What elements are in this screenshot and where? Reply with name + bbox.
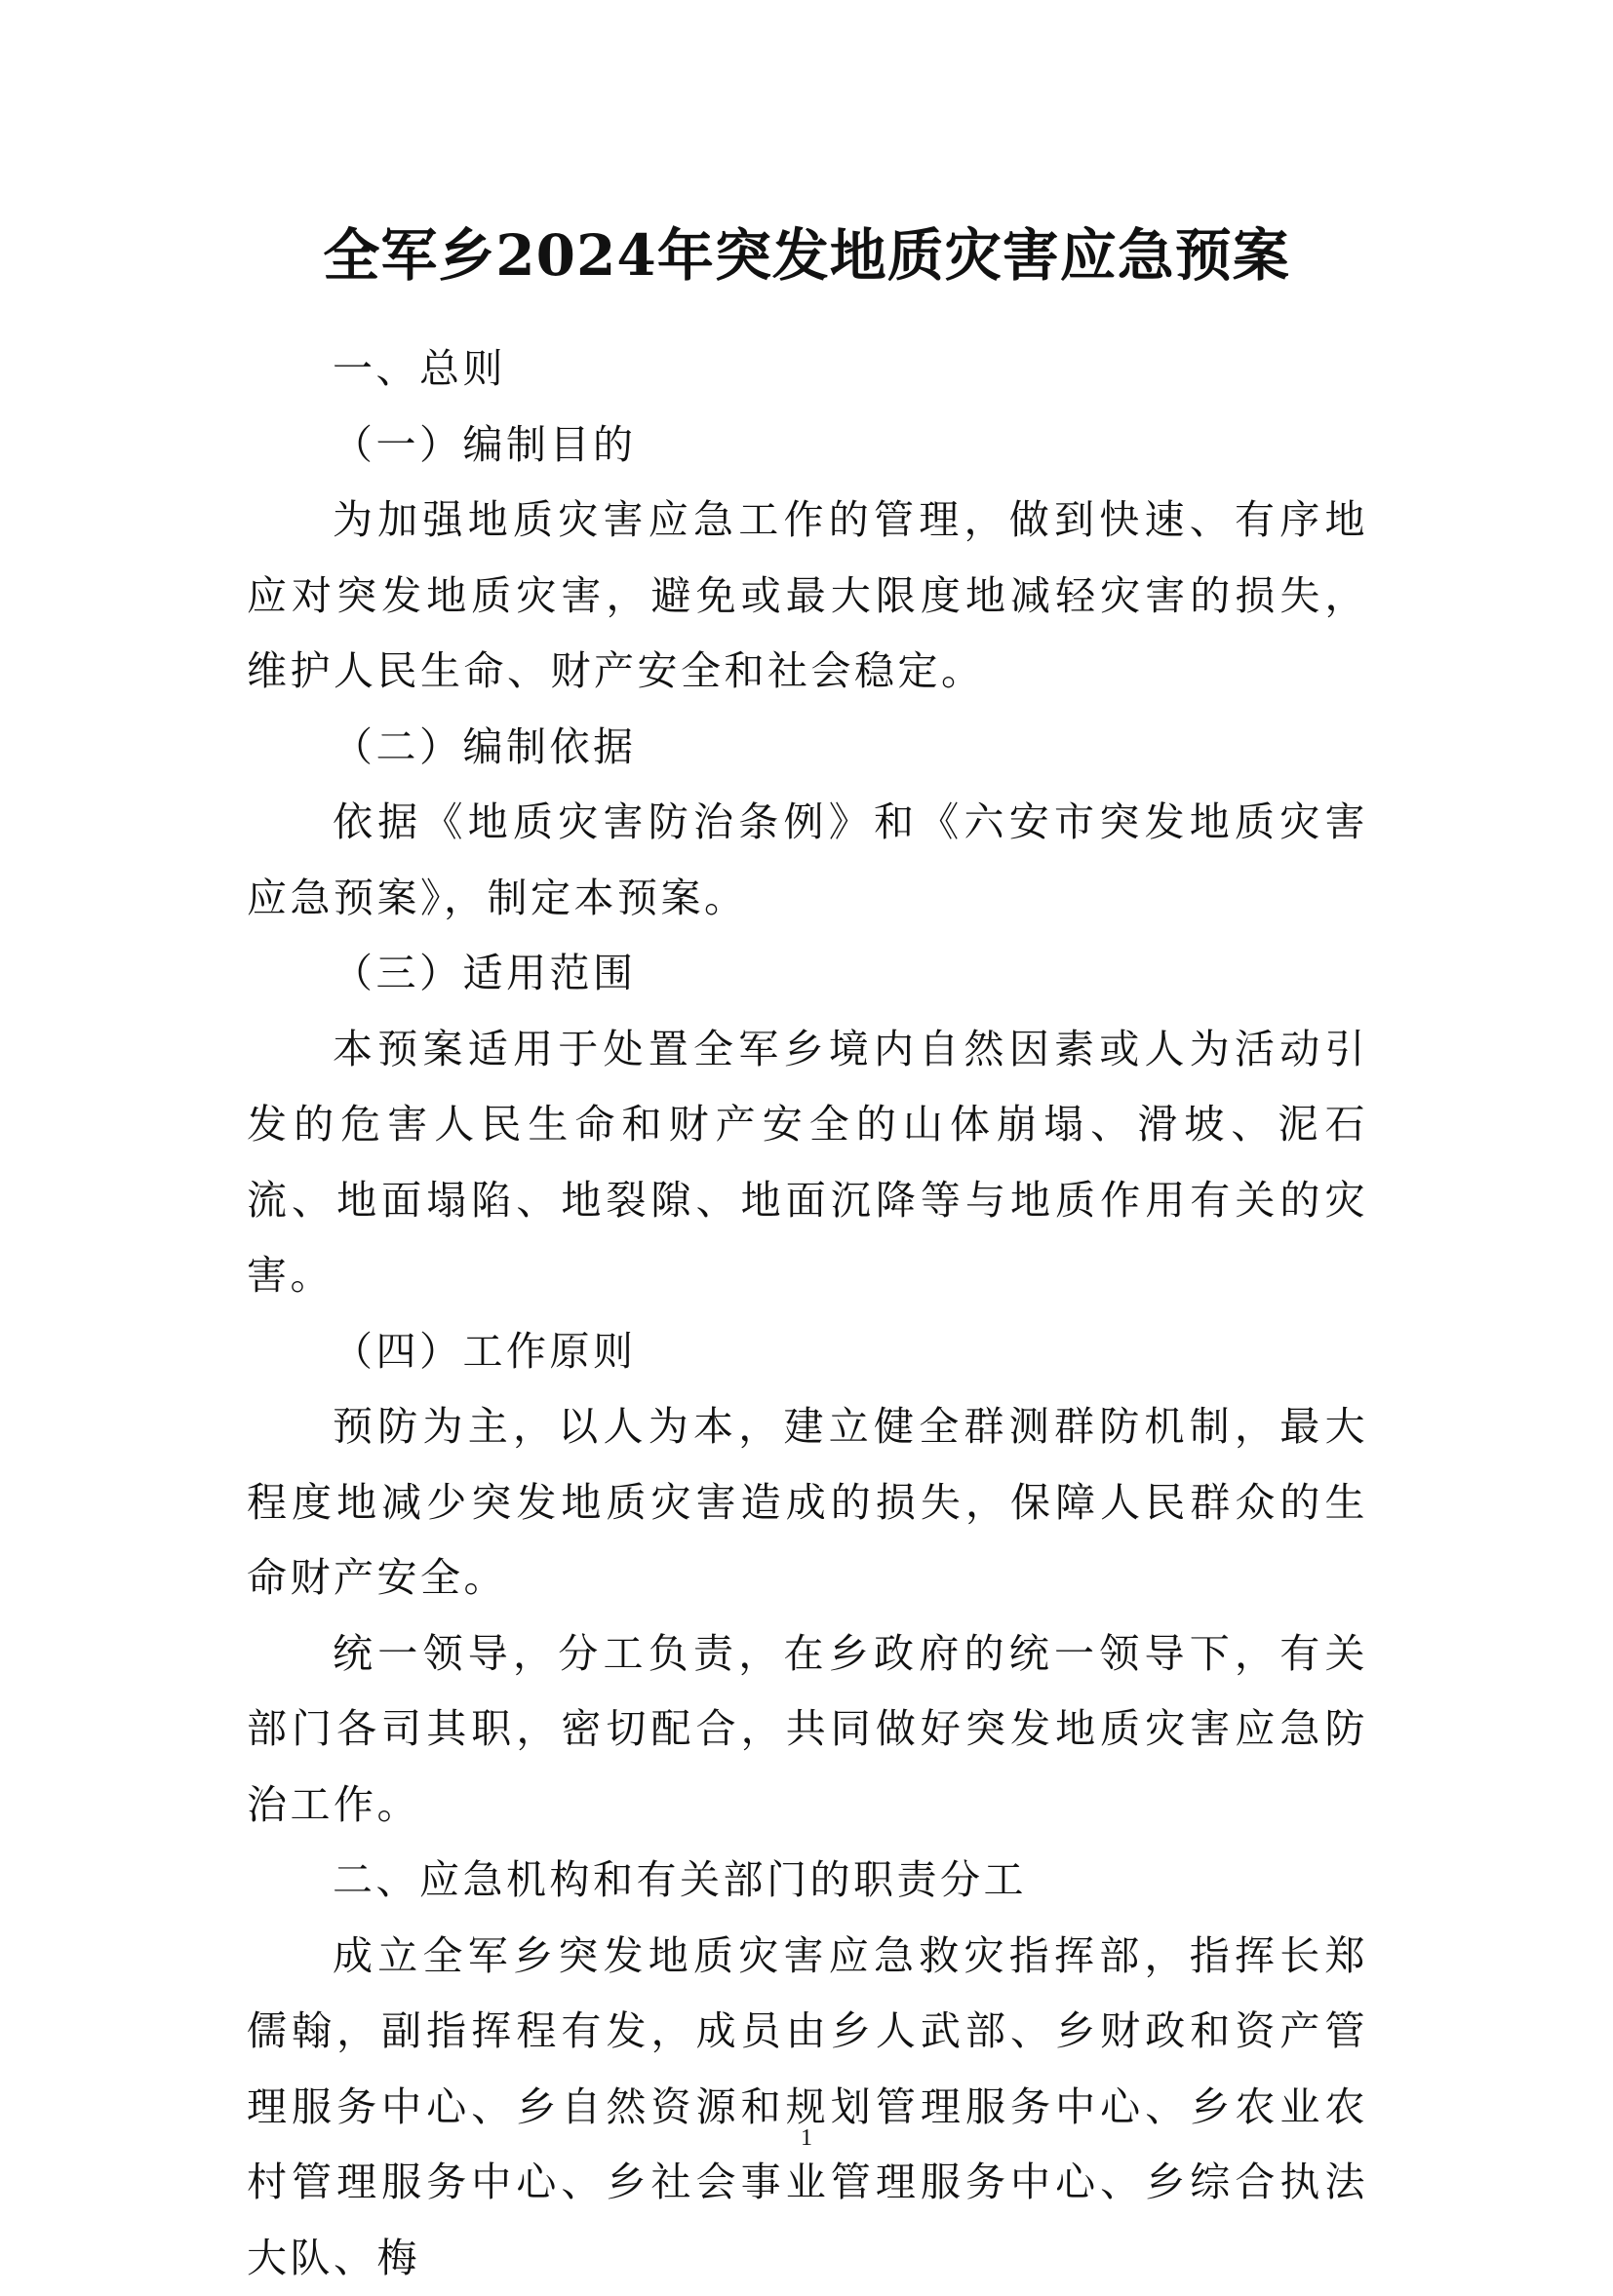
paragraph-principle-leadership: 统一领导，分工负责，在乡政府的统一领导下，有关部门各司其职，密切配合，共同做好突发地质灾害应急防治工作。: [247, 1616, 1368, 1844]
page-number: 1: [0, 2123, 1613, 2153]
section-heading-agencies: 二、应急机构和有关部门的职责分工: [247, 1843, 1368, 1919]
paragraph-principle-prevention: 预防为主，以人为本，建立健全群测群防机制，最大程度地减少突发地质灾害造成的损失，保障人民群众的生命财产安全。: [247, 1389, 1368, 1616]
document-title: 全军乡2024年突发地质灾害应急预案: [0, 216, 1613, 294]
paragraph-purpose: 为加强地质灾害应急工作的管理，做到快速、有序地应对突发地质灾害，避免或最大限度地减轻灾害的损失，维护人民生命、财产安全和社会稳定。: [247, 483, 1368, 710]
paragraph-scope: 本预案适用于处置全军乡境内自然因素或人为活动引发的危害人民生命和财产安全的山体崩塌、滑坡、泥石流、地面塌陷、地裂隙、地面沉降等与地质作用有关的灾害。: [247, 1012, 1368, 1314]
section-heading-general: 一、总则: [247, 331, 1368, 408]
subsection-heading-basis: （二）编制依据: [247, 710, 1368, 786]
subsection-heading-purpose: （一）编制目的: [247, 408, 1368, 484]
paragraph-agencies: 成立全军乡突发地质灾害应急救灾指挥部，指挥长郑儒翰，副指挥程有发，成员由乡人武部、乡财政和资产管理服务中心、乡自然资源和规划管理服务中心、乡农业农村管理服务中心、乡社会事业管理服务中心、乡综合执法大队、梅: [247, 1919, 1368, 2296]
document-body: [247, 331, 1368, 2296]
subsection-heading-scope: （三）适用范围: [247, 936, 1368, 1012]
paragraph-basis: 依据《地质灾害防治条例》和《六安市突发地质灾害应急预案》，制定本预案。: [247, 785, 1368, 936]
subsection-heading-principles: （四）工作原则: [247, 1314, 1368, 1390]
